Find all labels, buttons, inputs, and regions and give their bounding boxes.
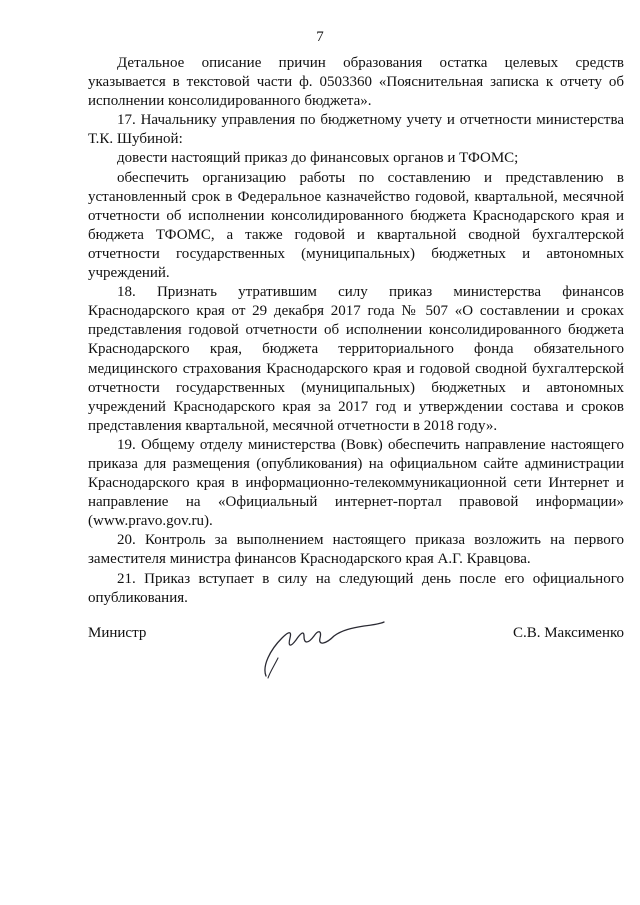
signatory-title: Министр [88, 625, 147, 641]
paragraph-20: 20. Контроль за выполнением настоящего приказа возложить на первого заместителя министра финансов Краснодарского края А.Г. Кравцова. [88, 532, 624, 568]
paragraph-21: 21. Приказ вступает в силу на следующий день после его официального опубликования. [88, 570, 624, 606]
page-number: 7 [316, 29, 324, 45]
paragraph-17-item-2: обеспечить организацию работы по составлению и представлению в установленный срок в Федеральное казначейство годовой, квартальной, месячной отчетности об исполнении консолидированного бюджета Краснодарского края и бюджета ТФОМС, а также годовой и квартальной сводной бухгалтерской отчетности государственных (муниципальных) бюджетных и автономных учреждений. [88, 169, 624, 282]
document-body [88, 54, 624, 608]
paragraph-19: 19. Общему отделу министерства (Вовк) обеспечить направление настоящего приказа для размещения (опубликования) на официальном сайте администрации Краснодарского края в информационно-телекоммуникационной сети Интернет и направление на «Официальный интернет-портал правовой информации» (www.pravo.gov.ru). [88, 436, 624, 530]
handwritten-signature [256, 618, 386, 680]
paragraph-18: 18. Признать утратившим силу приказ министерства финансов Краснодарского края от 29 декабря 2017 года № 507 «О составлении и сроках представления годовой отчетности об исполнении консолидированного бюджета Краснодарского края, бюджета территориального фонда обязательного медицинского страхования Краснодарского края и годовой сводной бухгалтерской отчетности государственных (муниципальных) бюджетных и автономных учреждений Краснодарского края за 2017 год и утверждении состава и сроков представления квартальной, месячной отчетности в 2018 году». [88, 284, 624, 434]
paragraph-17-item-1: довести настоящий приказ до финансовых органов и ТФОМС; [117, 150, 519, 167]
signature-block [88, 618, 624, 678]
paragraph-target-funds-description: Детальное описание причин образования остатка целевых средств указывается в текстовой части ф. 0503360 «Пояснительная записка к отчету об исполнении консолидированного бюджета». [88, 55, 624, 110]
paragraph-17: 17. Начальнику управления по бюджетному учету и отчетности министерства Т.К. Шубиной: [88, 112, 624, 148]
signatory-name: С.В. Максименко [512, 625, 624, 641]
